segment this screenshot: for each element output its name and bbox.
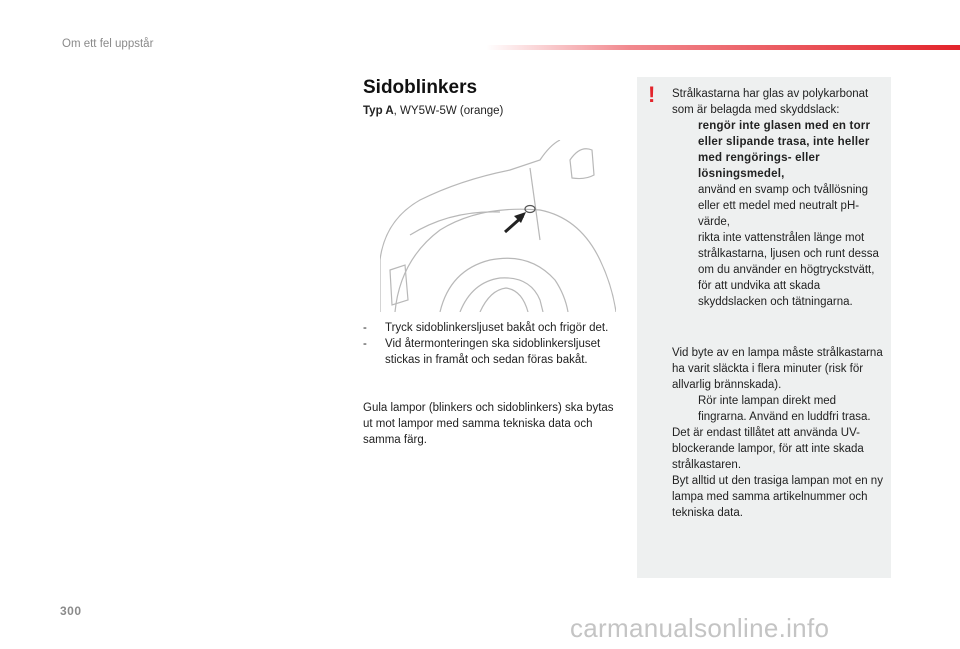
replace-item	[672, 393, 886, 425]
step-text: Vid återmonteringen ska sidoblinkersljuset stickas in framåt och sedan föras bakåt.	[385, 338, 601, 366]
warning-item-text: rikta inte vattenstrålen länge mot strålkastarna, ljusen och runt dessa om du använder en högtryckstvätt, för att undvika att skada skyddslacken och tätningarna.	[698, 232, 879, 308]
steps-list	[363, 320, 625, 368]
warning-intro: Strålkastarna har glas av polykarbonat som är belagda med skyddslack:	[672, 88, 869, 116]
color-note: Gula lampor (blinkers och sidoblinkers) ska bytas ut mot lampor med samma tekniska data och samma färg.	[363, 402, 614, 446]
replace-line: Byt alltid ut den trasiga lampan mot en ny lampa med samma artikelnummer och tekniska data.	[672, 475, 883, 519]
replace-item-text: Rör inte lampan direkt med fingrarna. Använd en luddfri trasa.	[698, 395, 871, 423]
warning-text	[672, 86, 886, 310]
replace-intro: Vid byte av en lampa måste strålkastarna ha varit släckta i flera minuter (risk för allvarlig brännskada).	[672, 347, 883, 391]
warning-item	[672, 182, 886, 230]
warning-icon: !	[648, 82, 656, 107]
header-title: Om ett fel uppstår	[62, 38, 154, 50]
type-line	[363, 105, 503, 117]
section-title: Sidoblinkers	[363, 77, 478, 98]
step-dash: -	[363, 338, 367, 350]
step-item	[363, 320, 625, 336]
header-accent-bar	[486, 45, 960, 50]
step-text: Tryck sidoblinkersljuset bakåt och frigör det.	[385, 322, 609, 334]
step-item	[363, 336, 625, 368]
type-value: , WY5W-5W (orange)	[393, 105, 504, 117]
watermark: carmanualsonline.info	[570, 613, 830, 643]
warning-item	[672, 118, 886, 182]
warning-item-text: rengör inte glasen med en torr eller slipande trasa, inte heller med rengörings- eller lösningsmedel,	[698, 120, 871, 180]
page-number: 300	[60, 604, 82, 618]
replacement-info	[672, 345, 886, 521]
side-indicator-illustration	[380, 140, 616, 312]
warning-item-text: använd en svamp och tvållösning eller ett medel med neutralt pH-värde,	[698, 184, 869, 228]
step-dash: -	[363, 322, 367, 334]
warning-item	[672, 230, 886, 310]
replace-line: Det är endast tillåtet att använda UV-blockerande lampor, för att inte skada strålkastaren.	[672, 427, 864, 471]
type-label: Typ A	[363, 105, 394, 117]
